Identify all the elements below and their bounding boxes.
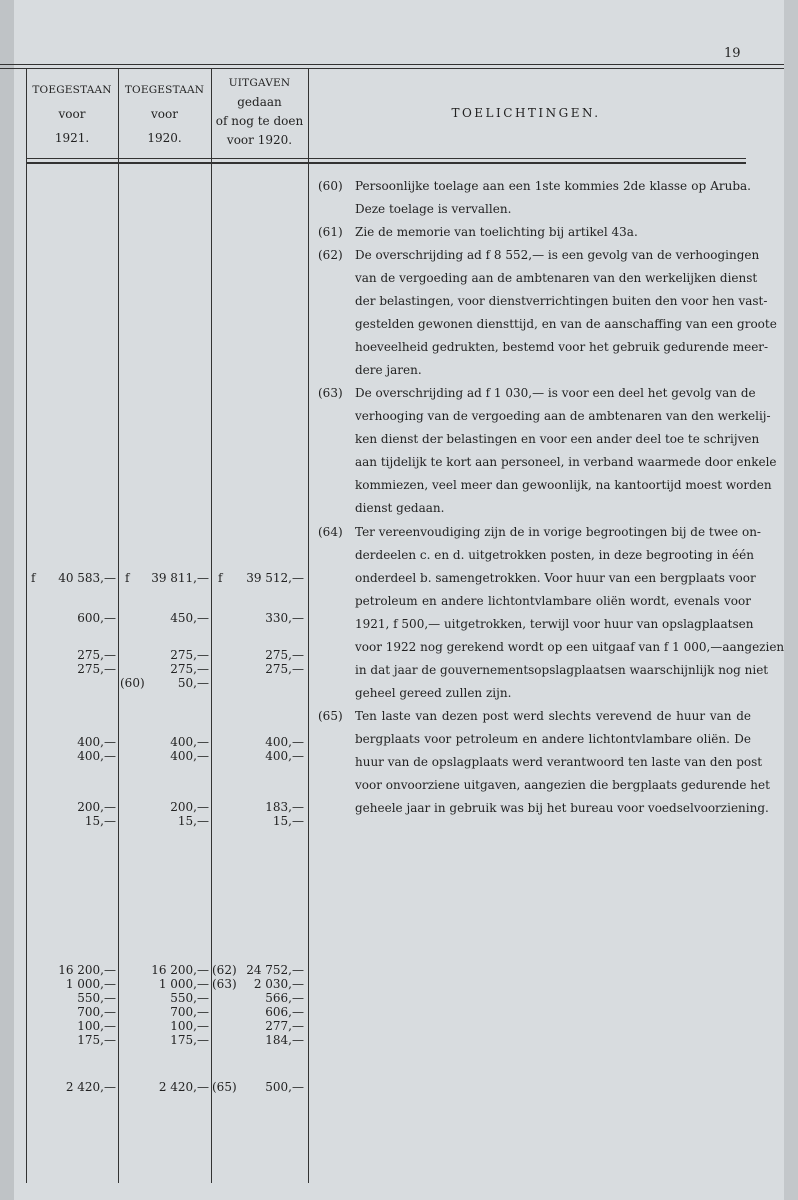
amount-cell: 175,— <box>170 1033 209 1047</box>
amount-cell: 16 200,— <box>58 963 116 977</box>
note-number: (64) <box>318 525 343 539</box>
amount-cell: 15,— <box>177 814 209 828</box>
amount-cell: 275,— <box>77 662 116 676</box>
column-line <box>211 68 212 1183</box>
amount-cell: 15,— <box>272 814 304 828</box>
currency-symbol: f <box>31 571 36 585</box>
amount-cell: 275,— <box>265 662 304 676</box>
note-number: (63) <box>318 386 343 400</box>
note-line: 1921, f 500,— uitgetrokken, terwijl voor huur van opslagplaatsen <box>355 617 754 631</box>
note-line: geheele jaar in gebruik was bij het bureau voor voedselvoorziening. <box>355 801 769 815</box>
header-year: 1920. <box>147 131 182 145</box>
note-line: aan tijdelijk te kort aan personeel, in verband waarmede door enkele <box>355 455 777 469</box>
note-line: petroleum en andere lichtontvlambare oliën wordt, evenals voor <box>355 594 751 608</box>
note-line: gestelden gewonen diensttijd, en van de aanschaffing van een groote <box>355 317 777 331</box>
header-rule-thick <box>26 162 746 164</box>
note-line: De overschrijding ad f 1 030,— is voor een deel het gevolg van de <box>355 386 756 400</box>
column-line <box>26 68 27 1183</box>
page-number: 19 <box>724 46 741 61</box>
note-line: Ten laste van dezen post werd slechts verevend de huur van de <box>355 709 751 723</box>
note-line: in dat jaar de gouvernementsopslagplaatsen waarschijnlijk nog niet <box>355 663 769 677</box>
amount-cell: 550,— <box>170 991 209 1005</box>
note-number: (62) <box>318 248 343 262</box>
amount-cell: 275,— <box>265 648 304 662</box>
amount-cell: 400,— <box>170 735 209 749</box>
note-line: dere jaren. <box>355 363 422 377</box>
header-toegestaan-1921 <box>26 78 118 150</box>
amount-cell: 24 752,— <box>246 963 304 977</box>
header-label: TOEGESTAAN <box>124 84 205 96</box>
amount-cell: 200,— <box>170 800 209 814</box>
amount-cell: 1 000,— <box>158 977 209 991</box>
top-rule <box>0 64 784 65</box>
header-label: UITGAVEN <box>228 77 291 89</box>
amount-cell: 15,— <box>84 814 116 828</box>
amount-cell: 2 030,— <box>253 977 304 991</box>
note-line: De overschrijding ad f 8 552,— is een gevolg van de verhoogingen <box>355 248 760 262</box>
amount-cell: 500,— <box>265 1080 304 1094</box>
note-number: (61) <box>318 225 343 239</box>
note-line: huur van de opslagplaats werd verantwoord ten laste van den post <box>355 755 763 769</box>
amount-cell: 184,— <box>265 1033 304 1047</box>
note-line: dienst gedaan. <box>355 501 445 515</box>
amount-cell: 2 420,— <box>65 1080 116 1094</box>
note-number: (60) <box>318 179 343 193</box>
header-uitgaven <box>211 74 308 150</box>
page-edge-left <box>0 0 14 1200</box>
column-line <box>308 68 309 1183</box>
header-label: gedaan <box>237 95 282 109</box>
amount-cell: 200,— <box>77 800 116 814</box>
header-toelichtingen: TOELICHTINGEN. <box>451 106 601 120</box>
note-text <box>355 175 751 221</box>
note-number: (65) <box>318 709 343 723</box>
column-line <box>118 68 119 1183</box>
note-text <box>355 705 770 820</box>
amount-cell: 606,— <box>265 1005 304 1019</box>
note-text <box>355 521 785 705</box>
header-year: voor 1920. <box>226 133 293 147</box>
note-reference: (62) <box>212 963 237 977</box>
header-label: voor <box>151 107 178 121</box>
currency-symbol: f <box>125 571 130 585</box>
header-label: TOEGESTAAN <box>32 84 112 96</box>
amount-cell: 275,— <box>170 662 209 676</box>
amount-cell: 400,— <box>265 735 304 749</box>
amount-cell: 275,— <box>77 648 116 662</box>
note-line: Zie de memorie van toelichting bij artikel 43a. <box>355 225 638 239</box>
note-line: van de vergoeding aan de ambtenaren van den werkelijken dienst <box>355 271 758 285</box>
note-line: onderdeel b. samengetrokken. Voor huur van een bergplaats voor <box>355 571 756 585</box>
note-line: voor onvoorziene uitgaven, aangezien die bergplaats gedurende het <box>355 778 770 792</box>
note-line: hoeveelheid gedrukten, bestemd voor het gebruik gedurende meer- <box>355 340 769 354</box>
note-line: derdeelen c. en d. uitgetrokken posten, in deze begrooting in één <box>355 548 754 562</box>
note-text <box>355 221 751 244</box>
amount-cell: 550,— <box>77 991 116 1005</box>
amount-cell: 566,— <box>265 991 304 1005</box>
note-line: Deze toelage is vervallen. <box>355 202 512 216</box>
amount-cell: 39 512,— <box>246 571 304 585</box>
amount-cell: 175,— <box>77 1033 116 1047</box>
note-line: verhooging van de vergoeding aan de ambtenaren van den werkelij- <box>355 409 771 423</box>
amount-cell: 16 200,— <box>151 963 209 977</box>
amount-cell: 39 811,— <box>151 571 209 585</box>
currency-symbol: f <box>218 571 223 585</box>
header-label: of nog te doen <box>215 114 304 128</box>
amount-cell: 183,— <box>265 800 304 814</box>
amount-cell: 450,— <box>170 611 209 625</box>
note-text <box>355 244 777 382</box>
amount-cell: 400,— <box>170 749 209 763</box>
note-line: Ter vereenvoudiging zijn de in vorige begrootingen bij de twee on- <box>355 525 761 539</box>
amount-cell: 275,— <box>170 648 209 662</box>
note-line: bergplaats voor petroleum en andere lichtontvlambare oliën. De <box>355 732 751 746</box>
note-line: ken dienst der belastingen en voor een ander deel toe te schrijven <box>355 432 760 446</box>
amount-cell: 400,— <box>77 735 116 749</box>
amount-cell: 277,— <box>265 1019 304 1033</box>
amount-cell: 2 420,— <box>158 1080 209 1094</box>
note-line: kommiezen, veel meer dan gewoonlijk, na kantoortijd moest worden <box>355 478 772 492</box>
note-line: geheel gereed zullen zijn. <box>355 686 512 700</box>
note-reference: (65) <box>212 1080 237 1094</box>
page-edge-right <box>784 0 798 1200</box>
note-line: der belastingen, voor dienstverrichtingen buiten den voor hen vast- <box>355 294 768 308</box>
amount-cell: 50,— <box>177 676 209 690</box>
amount-cell: 100,— <box>77 1019 116 1033</box>
amount-cell: 40 583,— <box>58 571 116 585</box>
amount-cell: 400,— <box>265 749 304 763</box>
note-line: Persoonlijke toelage aan een 1ste kommies 2de klasse op Aruba. <box>355 179 751 193</box>
amount-cell: 700,— <box>77 1005 116 1019</box>
amount-cell: 100,— <box>170 1019 209 1033</box>
amount-cell: 400,— <box>77 749 116 763</box>
header-label: voor <box>58 107 86 121</box>
amount-cell: 700,— <box>170 1005 209 1019</box>
note-line: voor 1922 nog gerekend wordt op een uitgaaf van f 1 000,—aangezien <box>355 640 785 654</box>
note-reference: (63) <box>212 977 237 991</box>
header-year: 1921. <box>54 131 90 145</box>
note-reference: (60) <box>120 676 145 690</box>
note-text <box>355 382 777 520</box>
amount-cell: 1 000,— <box>65 977 116 991</box>
amount-cell: 600,— <box>77 611 116 625</box>
header-toegestaan-1920 <box>118 78 211 150</box>
amount-cell: 330,— <box>265 611 304 625</box>
header-rule <box>26 158 746 159</box>
